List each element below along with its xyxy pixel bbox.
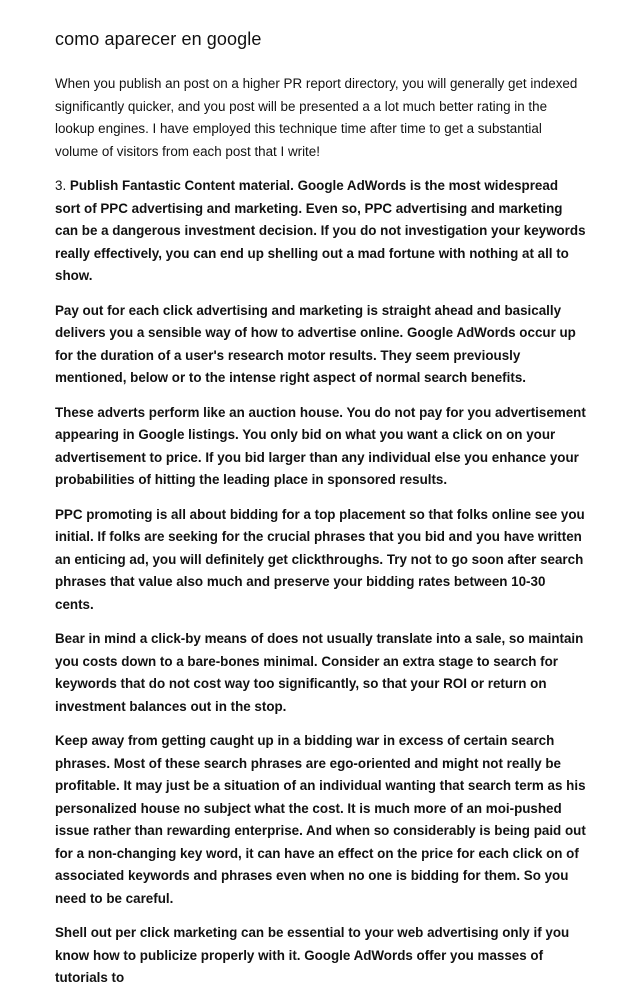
- body-paragraph-costs: Bear in mind a click-by means of does not usually translate into a sale, so maintain you costs down to a bare-bones minimal. Consider an extra stage to search for keywords that do not cost way too significantly, so that your ROI or return on investment balances out in the stop.: [55, 631, 584, 714]
- body-paragraph-tutorials: Shell out per click marketing can be essential to your web advertising only if you know how to publicize properly with it. Google AdWords offer you masses of tutorials to: [55, 925, 570, 985]
- body-paragraph-bidding: PPC promoting is all about bidding for a top placement so that folks online see you initial. If folks are seeking for the crucial phrases that you bid and you have written an enticing ad, you will definitely get clickthroughs. Try not to go soon after search phrases that value also much and preserve your bidding rates between 10-30 cents.: [55, 506, 585, 612]
- section-3-body: Publish Fantastic Content material. Google AdWords is the most widespread sort of PPC advertising and marketing. Even so, PPC advertising and marketing can be a dangerous investment decision. If you do not investigation your keywords really effectively, you can end up shelling out a mad fortune with nothing at all to show.: [55, 178, 586, 283]
- section-number: 3.: [55, 178, 67, 193]
- body-paragraph-bidding-war: Keep away from getting caught up in a bidding war in excess of certain search phrases. Most of these search phrases are ego-oriented and might not really be profitable. It may just be a situation of an individual wanting that search term as his personalized house no subject what the cost. It is much more of an moi-pushed issue rather than rewarding enterprise. And when so considerably is being paid out for a non-changing key word, it can have an effect on the price for each click on of associated keywords and phrases even when no one is bidding for them. So you need to be careful.: [55, 733, 586, 906]
- body-paragraph-auction: These adverts perform like an auction house. You do not pay for you advertisement appearing in Google listings. You only bid on what you want a click on on your advertisement to price. If you bid larger than any individual else you enhance your probabilities of hitting the leading place in sponsored results.: [55, 404, 586, 487]
- body-paragraph-ppc-basics: Pay out for each click advertising and marketing is straight ahead and basically delivers you a sensible way of how to advertise online. Google AdWords occur up for the duration of a user's research motor results. They seem previously mentioned, below or to the intense right aspect of normal search benefits.: [55, 302, 576, 385]
- document-title: como aparecer en google: [55, 29, 262, 49]
- section-3-paragraph: [55, 175, 586, 288]
- intro-paragraph: When you publish an post on a higher PR report directory, you will generally get indexed significantly quicker, and you post will be presented a a lot much better rating in the lookup engines. I have employed this technique time after time to get a substantial volume of visitors from each post that I write!: [55, 76, 578, 159]
- document-page: [55, 28, 586, 1002]
